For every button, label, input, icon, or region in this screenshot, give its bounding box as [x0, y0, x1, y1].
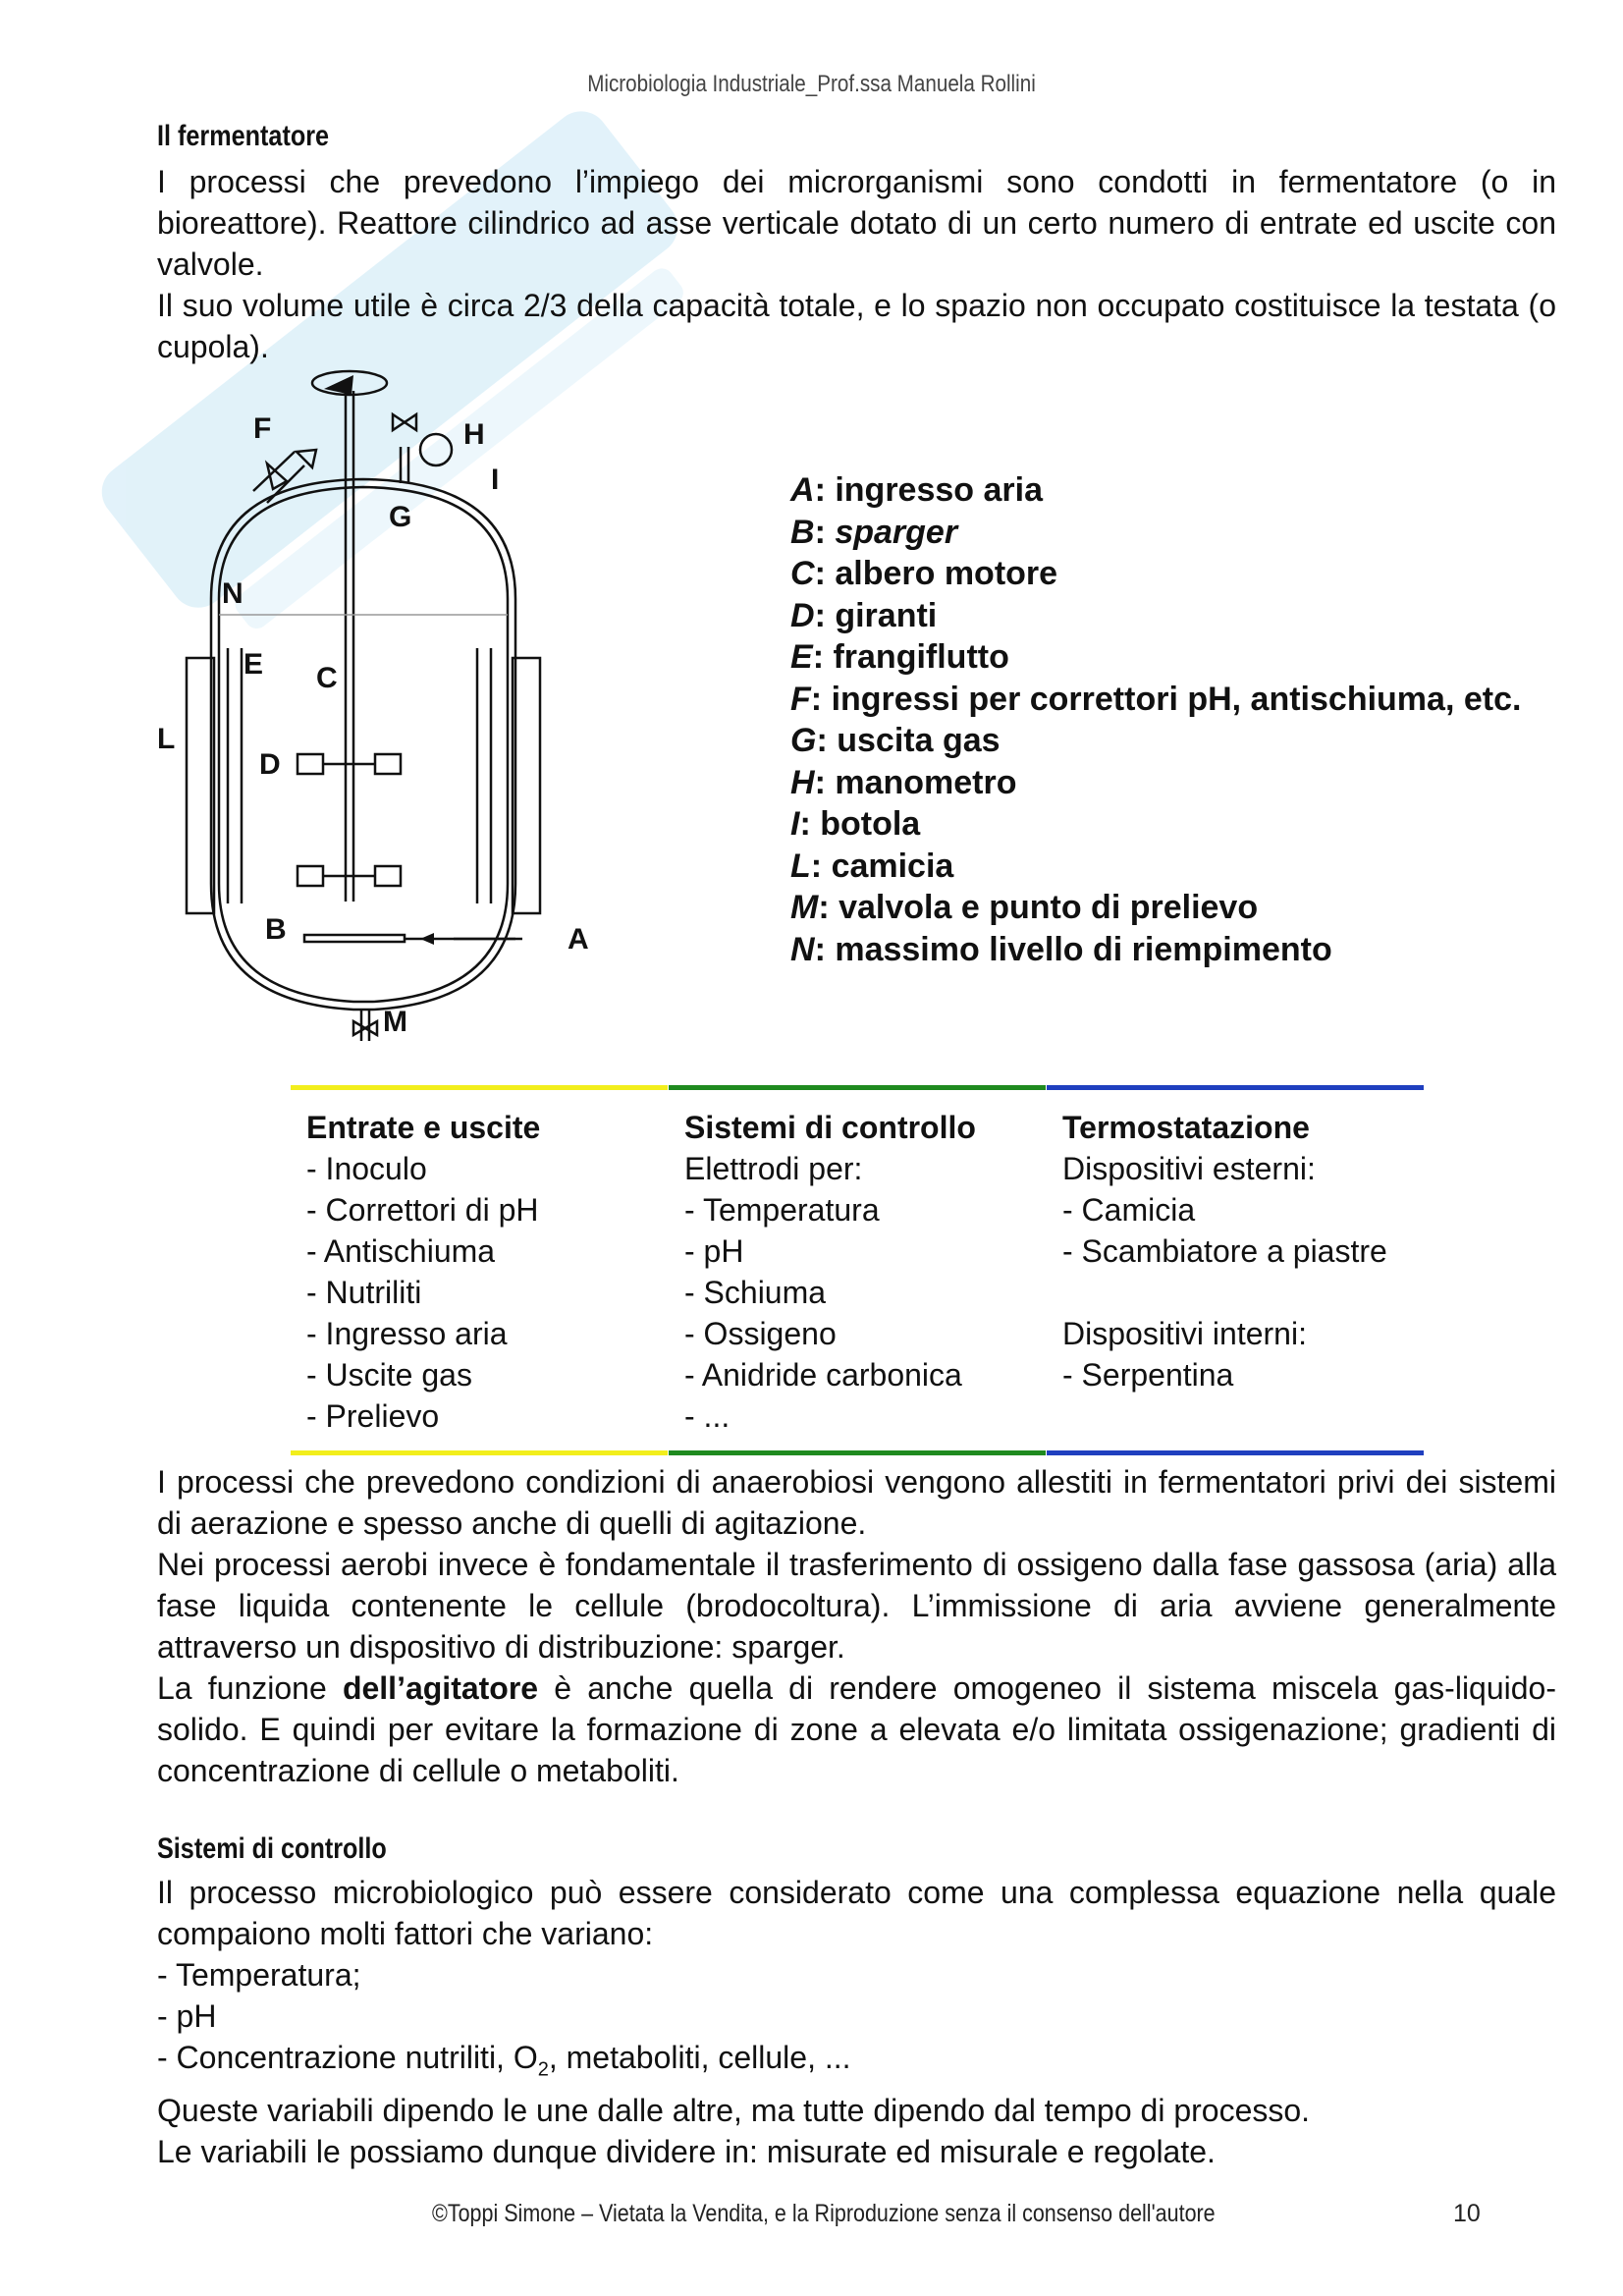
table-cell: - Anidride carbonica: [684, 1357, 962, 1393]
diagram-label-H: H: [463, 418, 485, 451]
table-cell: - Correttori di pH: [306, 1192, 539, 1228]
table-cell: - Antischiuma: [306, 1233, 496, 1269]
diagram-label-F: F: [253, 412, 272, 445]
table-cell: - ...: [684, 1398, 730, 1434]
table-rule-yellow-top: [291, 1085, 668, 1090]
table-cell: - Nutriliti: [306, 1275, 422, 1310]
table-cell: - Scambiatore a piastre: [1062, 1233, 1387, 1269]
table-header: Sistemi di controllo: [684, 1110, 976, 1145]
diagram-label-G: G: [389, 501, 412, 533]
legend-item: F: ingressi per correttori pH, antischiuma, etc.: [790, 680, 1522, 718]
legend-item: D: giranti: [790, 596, 938, 634]
section-title-sistemi-controllo: Sistemi di controllo: [157, 1832, 387, 1865]
section-title-fermentatore: Il fermentatore: [157, 120, 330, 152]
table-column-thermostat: [1062, 1107, 1439, 1437]
table-cell: - Ossigeno: [684, 1316, 837, 1351]
paragraph: I processi che prevedono l’impiego dei microrganismi sono condotti in fermentatore (o in bioreattore). Reattore cilindrico ad asse verticale dotato di un certo numero di entrate ed uscite con valvole.: [157, 164, 1556, 282]
table-cell: - Ingresso aria: [306, 1316, 508, 1351]
footer-copyright: ©Toppi Simone – Vietata la Vendita, e la Riproduzione senza il consenso dell'autore: [432, 2200, 1216, 2227]
table-cell: - pH: [684, 1233, 744, 1269]
table-rule-blue-top: [1047, 1085, 1424, 1090]
table-cell: - Inoculo: [306, 1151, 427, 1186]
paragraph: Il suo volume utile è circa 2/3 della capacità totale, e lo spazio non occupato costituisce la testata (o cupola).: [157, 288, 1556, 364]
paragraph: Le variabili le possiamo dunque dividere in: misurate ed misurale e regolate.: [157, 2134, 1216, 2170]
list-item: - pH: [157, 1998, 217, 2034]
table-column-inputs: [306, 1107, 683, 1437]
table-cell: Dispositivi esterni:: [1062, 1151, 1316, 1186]
list-item: - Temperatura;: [157, 1957, 361, 1993]
table-header: Termostatazione: [1062, 1110, 1310, 1145]
table-cell: Elettrodi per:: [684, 1151, 863, 1186]
diagram-label-B: B: [265, 913, 287, 946]
table-column-controls: [684, 1107, 1061, 1437]
diagram-label-L: L: [157, 723, 176, 755]
legend-item: E: frangiflutto: [790, 638, 1009, 676]
diagram-label-M: M: [383, 1006, 407, 1038]
legend-item: N: massimo livello di riempimento: [790, 930, 1332, 968]
table-cell: - Temperatura: [684, 1192, 880, 1228]
legend-item: I: botola: [790, 805, 921, 843]
fermentor-diagram: [157, 363, 619, 1051]
table-cell: - Camicia: [1062, 1192, 1196, 1228]
legend-item: B: sparger: [790, 513, 958, 551]
legend-item: C: albero motore: [790, 555, 1058, 592]
table-cell: [1062, 1395, 1439, 1437]
table-rule-green-top: [669, 1085, 1046, 1090]
paragraph: Queste variabili dipendo le une dalle altre, ma tutte dipendo dal tempo di processo.: [157, 2093, 1311, 2129]
paragraph: I processi che prevedono condizioni di anaerobiosi vengono allestiti in fermentatori privi dei sistemi di aerazione e spesso anche di quelli di agitazione.: [157, 1464, 1556, 1541]
legend-item: A: ingresso aria: [790, 471, 1043, 509]
table-cell: - Serpentina: [1062, 1357, 1234, 1393]
legend-item: G: uscita gas: [790, 722, 1001, 759]
paragraph: Nei processi aerobi invece è fondamentale il trasferimento di ossigeno dalla fase gassosa (aria) alla fase liquida contenente le cellule (brodocoltura). L’immissione di aria avviene generalmente attraverso un dispositivo di distribuzione: sparger.: [157, 1547, 1556, 1665]
table-cell: - Uscite gas: [306, 1357, 472, 1393]
legend-item: M: valvola e punto di prelievo: [790, 889, 1259, 926]
legend-item: L: camicia: [790, 847, 954, 885]
table-rule-green-bottom: [669, 1450, 1046, 1455]
table-cell: Dispositivi interni:: [1062, 1316, 1307, 1351]
table-rule-yellow-bottom: [291, 1450, 668, 1455]
legend-item: H: manometro: [790, 763, 1017, 801]
diagram-legend: [790, 469, 1521, 970]
diagram-label-I: I: [491, 464, 500, 496]
running-header: Microbiologia Industriale_Prof.ssa Manuela Rollini: [587, 71, 1036, 97]
diagram-label-C: C: [316, 662, 338, 694]
diagram-label-D: D: [259, 748, 281, 781]
paragraph: Il processo microbiologico può essere considerato come una complessa equazione nella quale compaiono molti fattori che variano:: [157, 1875, 1556, 1951]
table-cell: - Schiuma: [684, 1275, 827, 1310]
diagram-label-N: N: [222, 577, 243, 610]
table-header: Entrate e uscite: [306, 1110, 541, 1145]
table-rule-blue-bottom: [1047, 1450, 1424, 1455]
table-cell: - Prelievo: [306, 1398, 440, 1434]
summary-table: [291, 1085, 1424, 1458]
list-item: - Concentrazione nutriliti, $O_2$, metaboliti, cellule, ...: [157, 2040, 851, 2081]
table-cell: [1062, 1272, 1439, 1313]
diagram-label-A: A: [568, 923, 589, 956]
diagram-label-E: E: [243, 648, 264, 681]
paragraph: La funzione dell’agitatore è anche quella di rendere omogeneo il sistema miscela gas-liquido-solido. E quindi per evitare la formazione di zone a elevata e/o limitata ossigenazione; gradienti di concentrazione di cellule o metaboliti.: [157, 1670, 1557, 1788]
page-number: 10: [1453, 2200, 1481, 2227]
